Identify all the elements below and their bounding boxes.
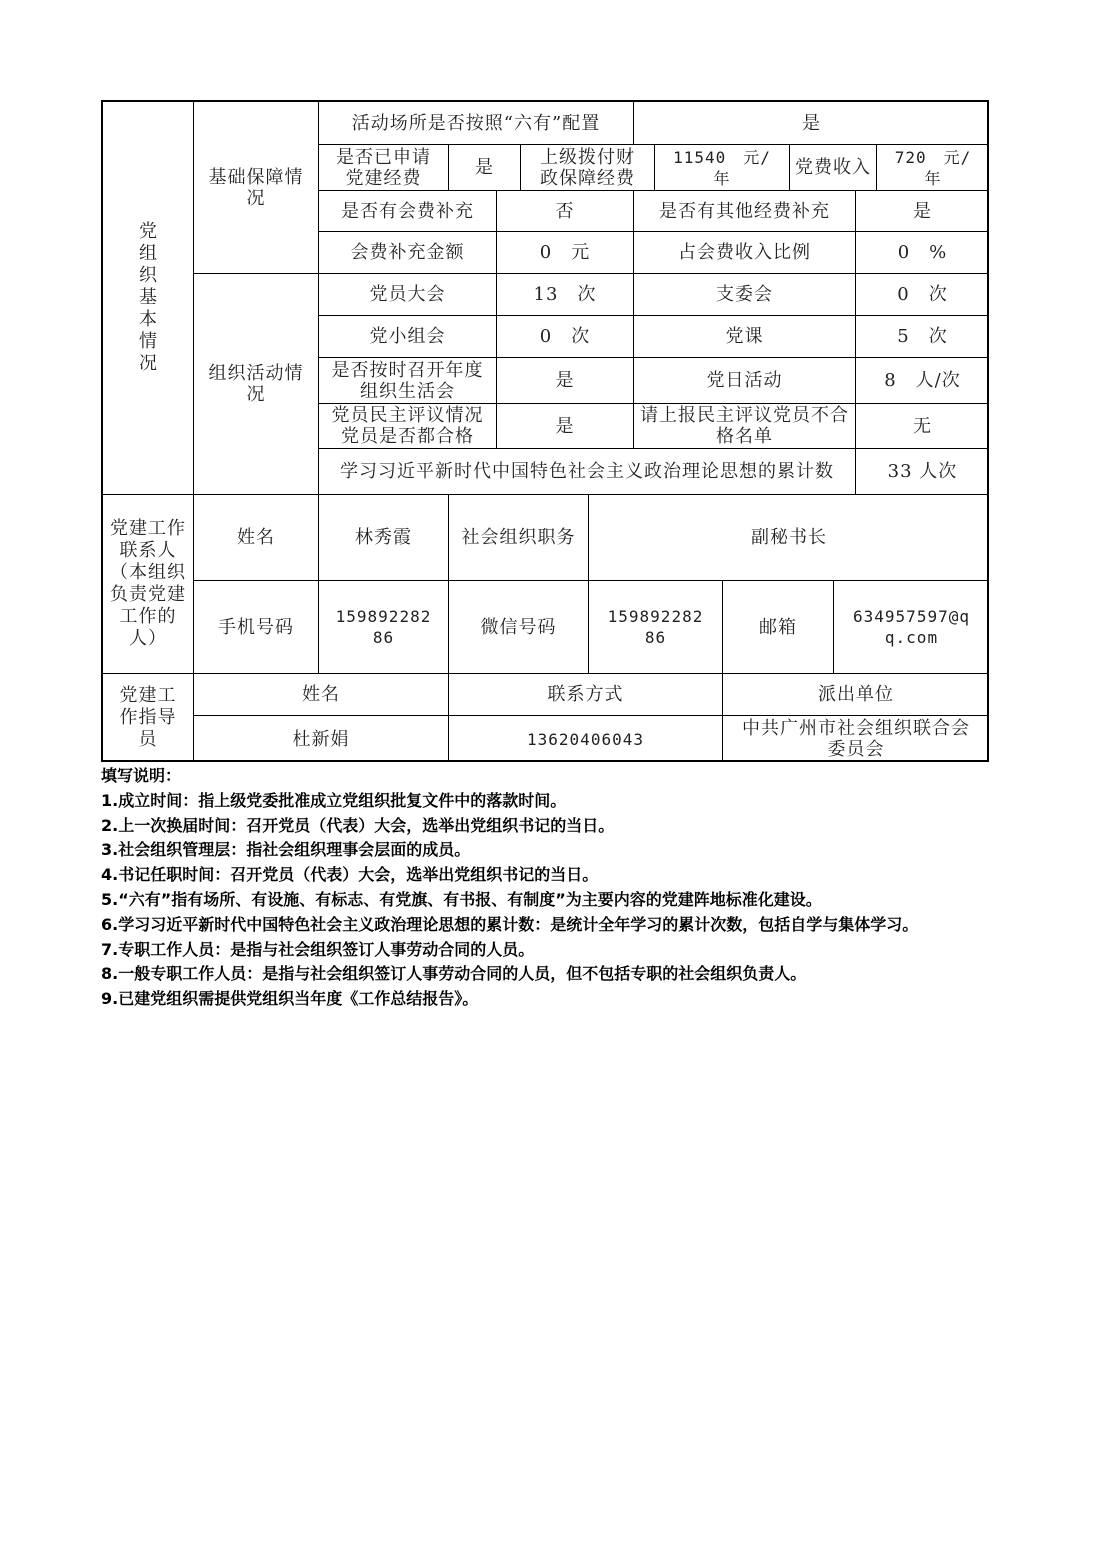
lesson-value-cell — [856, 316, 989, 358]
note-item: 8.一般专职工作人员：是指与社会组织签订人事劳动合同的人员，但不包括专职的社会组织负责人。 — [101, 964, 807, 984]
instructor-name-value-cell — [194, 716, 449, 762]
committee-value: 0 次 — [897, 284, 948, 305]
note-item: 7.专职工作人员：是指与社会组织签订人事劳动合同的人员。 — [101, 939, 535, 959]
congress-value-cell — [497, 274, 634, 316]
ratio-label: 占会费收入比例 — [678, 242, 811, 263]
unqualified-value: 无 — [913, 415, 932, 437]
fee-supp-value: 否 — [555, 200, 575, 222]
ratio-value-cell — [856, 232, 989, 274]
section-title-cell — [103, 102, 194, 495]
note-item: 9.已建党组织需提供党组织当年度《工作总结报告》。 — [101, 989, 479, 1009]
fee-amount-label-cell — [319, 232, 497, 274]
lesson-label-cell — [634, 316, 856, 358]
contact-email-label: 邮箱 — [759, 616, 797, 638]
group-value: 0 次 — [539, 326, 591, 347]
study-value: 33 人次 — [887, 461, 958, 482]
contact-phone-value: 15989228286 — [335, 607, 432, 647]
six-value-cell — [634, 102, 989, 145]
fee-amount-value-cell — [497, 232, 634, 274]
ratio-value: 0 % — [897, 242, 948, 263]
review-value-cell — [497, 404, 634, 449]
review-value: 是 — [555, 415, 575, 437]
applied-label: 是否已申请党建经费 — [336, 146, 431, 189]
instructor-label: 党建工作指导员 — [119, 685, 177, 750]
contact-wechat-value: 15989228286 — [607, 607, 704, 647]
contact-name-label-cell — [194, 495, 319, 581]
basic-label-cell — [194, 102, 319, 274]
applied-label-cell — [319, 145, 449, 191]
contact-name-value: 林秀霞 — [355, 527, 412, 548]
congress-label-cell — [319, 274, 497, 316]
fee-supp-value-cell — [497, 191, 634, 232]
note-item: 6.学习习近平新时代中国特色社会主义政治理论思想的累计数：是统计全年学习的累计次数，包括自学与集体学习。 — [101, 914, 919, 934]
group-label-cell — [319, 316, 497, 358]
instructor-name-value: 杜新娟 — [292, 728, 350, 750]
group-value-cell — [497, 316, 634, 358]
notes-title: 填写说明： — [101, 766, 182, 785]
party-info-table — [101, 100, 989, 762]
ratio-label-cell — [634, 232, 856, 274]
instructor-label-cell — [103, 674, 194, 762]
instructor-name-header: 姓名 — [302, 684, 340, 705]
other-supp-label: 是否有其他经费补充 — [659, 200, 830, 222]
instructor-contact-value-cell — [449, 716, 723, 762]
fee-amount-label: 会费补充金额 — [350, 242, 465, 263]
committee-label-cell — [634, 274, 856, 316]
review-label-cell — [319, 404, 497, 449]
annual-value-cell — [497, 358, 634, 404]
contact-email-value-cell — [834, 581, 989, 674]
superior-label: 上级拨付财政保障经费 — [540, 146, 635, 189]
other-supp-label-cell — [634, 191, 856, 232]
six-value: 是 — [802, 112, 821, 134]
fee-supp-label-cell — [319, 191, 497, 232]
instructor-unit-header: 派出单位 — [818, 684, 894, 705]
instructor-unit-header-cell — [723, 674, 989, 716]
group-label: 党小组会 — [369, 326, 446, 347]
partyday-label-cell — [634, 358, 856, 404]
contact-label-cell — [103, 495, 194, 674]
instructor-unit-value: 中共广州市社会组织联合会委员会 — [742, 718, 970, 760]
congress-value: 13 次 — [533, 284, 597, 305]
dues-value-cell — [877, 145, 989, 191]
dues-label: 党费收入 — [795, 157, 871, 178]
instructor-contact-value: 13620406043 — [527, 729, 644, 749]
six-label: 活动场所是否按照“六有”配置 — [351, 112, 601, 134]
partyday-label: 党日活动 — [706, 370, 783, 391]
basic-label: 基础保障情况 — [208, 166, 304, 209]
section-title: 党组织基本情况 — [139, 221, 158, 374]
activity-label: 组织活动情况 — [208, 363, 304, 405]
instructor-contact-header-cell — [449, 674, 723, 716]
congress-label: 党员大会 — [369, 284, 446, 305]
contact-email-value: 634957597@qq.com — [853, 607, 970, 647]
partyday-value-cell — [856, 358, 989, 404]
contact-phone-label-cell — [194, 581, 319, 674]
fill-instructions — [101, 764, 996, 1012]
annual-label-cell — [319, 358, 497, 404]
contact-label: 党建工作联系人（本组织负责党建工作的人） — [110, 518, 186, 649]
note-item: 1.成立时间：指上级党委批准成立党组织批复文件中的落款时间。 — [101, 790, 567, 810]
superior-value: 11540 元/年 — [673, 147, 771, 188]
note-item: 3.社会组织管理层：指社会组织理事会层面的成员。 — [101, 840, 471, 860]
annual-value: 是 — [555, 370, 575, 391]
instructor-name-header-cell — [194, 674, 449, 716]
six-label-cell — [319, 102, 634, 145]
contact-name-label: 姓名 — [237, 527, 275, 548]
contact-phone-label: 手机号码 — [218, 616, 294, 638]
study-label-cell — [319, 449, 856, 495]
contact-email-label-cell — [723, 581, 834, 674]
contact-duty-label: 社会组织职务 — [461, 527, 576, 548]
other-supp-value: 是 — [913, 200, 932, 222]
contact-phone-value-cell — [319, 581, 449, 674]
superior-label-cell — [521, 145, 655, 191]
superior-value-cell — [655, 145, 790, 191]
partyday-value: 8 人/次 — [884, 370, 961, 391]
unqualified-label: 请上报民主评议党员不合格名单 — [640, 405, 849, 447]
review-label: 党员民主评议情况党员是否都合格 — [331, 405, 484, 447]
contact-duty-label-cell — [449, 495, 589, 581]
unqualified-label-cell — [634, 404, 856, 449]
lesson-value: 5 次 — [897, 326, 948, 347]
unqualified-value-cell — [856, 404, 989, 449]
applied-value: 是 — [475, 157, 494, 178]
other-supp-value-cell — [856, 191, 989, 232]
dues-value: 720 元/年 — [894, 147, 972, 188]
contact-wechat-label: 微信号码 — [480, 616, 557, 638]
contact-duty-value: 副秘书长 — [751, 527, 827, 548]
note-item: 5.“六有”指有场所、有设施、有标志、有党旗、有书报、有制度”为主要内容的党建阵地标准化建设。 — [101, 889, 822, 909]
instructor-contact-header: 联系方式 — [547, 684, 624, 705]
study-value-cell — [856, 449, 989, 495]
applied-value-cell — [449, 145, 521, 191]
committee-label: 支委会 — [716, 284, 773, 305]
activity-label-cell — [194, 274, 319, 495]
contact-name-value-cell — [319, 495, 449, 581]
fee-amount-value: 0 元 — [539, 242, 591, 263]
study-label: 学习习近平新时代中国特色社会主义政治理论思想的累计数 — [340, 461, 834, 482]
fee-supp-label: 是否有会费补充 — [341, 200, 474, 222]
contact-duty-value-cell — [589, 495, 989, 581]
note-item: 4.书记任职时间：召开党员（代表）大会，选举出党组织书记的当日。 — [101, 865, 599, 885]
committee-value-cell — [856, 274, 989, 316]
annual-label: 是否按时召开年度组织生活会 — [331, 359, 484, 402]
dues-label-cell — [790, 145, 877, 191]
contact-wechat-value-cell — [589, 581, 723, 674]
contact-wechat-label-cell — [449, 581, 589, 674]
lesson-label: 党课 — [725, 326, 764, 347]
note-item: 2.上一次换届时间：召开党员（代表）大会，选举出党组织书记的当日。 — [101, 815, 615, 835]
instructor-unit-value-cell — [723, 716, 989, 762]
